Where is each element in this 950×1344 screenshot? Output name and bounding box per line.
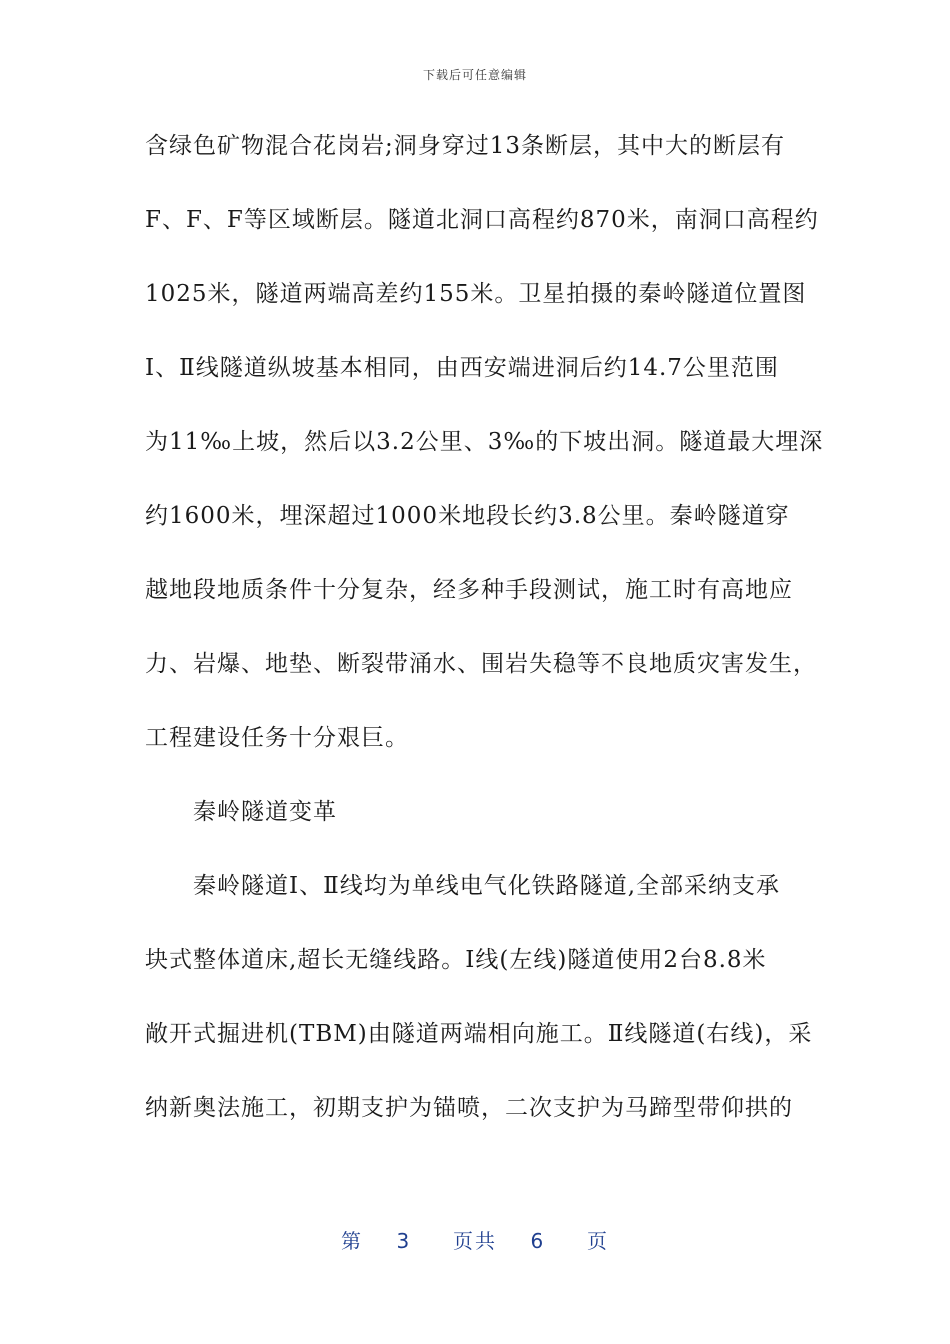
text-line: 为11‰上坡，然后以3.2公里、3‰的下坡出洞。隧道最大埋深: [145, 429, 824, 455]
text-line: 块式整体道床,超长无缝线路。Ⅰ线(左线)隧道使用2台8.8米: [145, 947, 767, 973]
page-middle: 页共: [453, 1229, 497, 1253]
document-body: [145, 122, 824, 1158]
page-prefix: 第: [341, 1229, 364, 1253]
header-note: 下载后可任意编辑: [422, 68, 527, 82]
text-line: F、F、F等区域断层。隧道北洞口高程约870米，南洞口高程约: [145, 207, 819, 233]
text-line: 纳新奥法施工，初期支护为锚喷，二次支护为马蹄型带仰拱的: [145, 1095, 793, 1121]
page-total: 6: [530, 1229, 546, 1253]
text-line: 秦岭隧道Ⅰ、Ⅱ线均为单线电气化铁路隧道,全部采纳支承: [193, 873, 781, 899]
page-suffix: 页: [586, 1229, 609, 1253]
text-line: Ⅰ、Ⅱ线隧道纵坡基本相同，由西安端进洞后约14.7公里范围: [145, 355, 779, 381]
text-line: 1025米，隧道两端高差约155米。卫星拍摄的秦岭隧道位置图: [145, 281, 807, 307]
section-heading: 秦岭隧道变革: [193, 799, 337, 825]
text-line: 工程建设任务十分艰巨。: [145, 725, 409, 751]
text-line: 敞开式掘进机(TBM)由隧道两端相向施工。Ⅱ线隧道(右线)，采: [145, 1021, 813, 1047]
text-line: 越地段地质条件十分复杂，经多种手段测试，施工时有高地应: [145, 577, 793, 603]
text-line: 力、岩爆、地垫、断裂带涌水、围岩失稳等不良地质灾害发生，: [145, 651, 817, 677]
page-footer: [0, 1225, 950, 1254]
page-number: 3: [396, 1229, 412, 1253]
text-line: 含绿色矿物混合花岗岩;洞身穿过13条断层，其中大的断层有: [145, 133, 786, 159]
text-line: 约1600米，埋深超过1000米地段长约3.8公里。秦岭隧道穿: [145, 503, 790, 529]
